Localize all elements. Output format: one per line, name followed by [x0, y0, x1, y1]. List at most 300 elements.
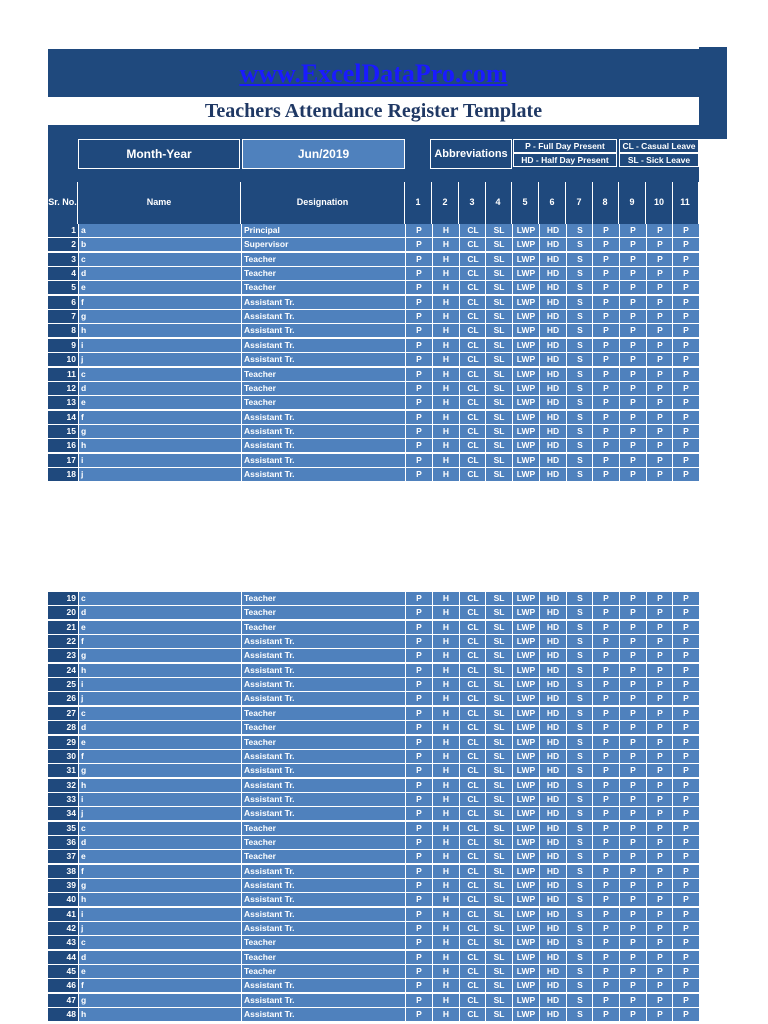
attendance-cell[interactable]: S [566, 664, 593, 678]
attendance-cell[interactable]: SL [485, 425, 512, 439]
attendance-cell[interactable]: CL [459, 296, 486, 310]
attendance-cell[interactable]: P [592, 707, 619, 721]
attendance-cell[interactable]: SL [485, 793, 512, 807]
attendance-cell[interactable]: P [672, 238, 699, 252]
attendance-cell[interactable]: HD [539, 1008, 566, 1022]
name-cell[interactable]: f [78, 979, 241, 993]
attendance-cell[interactable]: LWP [512, 592, 539, 606]
name-cell[interactable]: g [78, 879, 241, 893]
attendance-cell[interactable]: H [432, 764, 459, 778]
attendance-cell[interactable]: CL [459, 411, 486, 425]
attendance-cell[interactable]: P [619, 382, 646, 396]
attendance-cell[interactable]: P [672, 994, 699, 1008]
attendance-cell[interactable]: SL [485, 850, 512, 864]
designation-cell[interactable]: Teacher [241, 592, 405, 606]
attendance-cell[interactable]: HD [539, 454, 566, 468]
name-cell[interactable]: j [78, 807, 241, 821]
attendance-cell[interactable]: P [646, 606, 673, 620]
attendance-cell[interactable]: P [619, 353, 646, 367]
attendance-cell[interactable]: LWP [512, 807, 539, 821]
attendance-cell[interactable]: CL [459, 606, 486, 620]
attendance-cell[interactable]: H [432, 836, 459, 850]
attendance-cell[interactable]: P [592, 411, 619, 425]
attendance-cell[interactable]: SL [485, 339, 512, 353]
attendance-cell[interactable]: P [405, 281, 432, 295]
designation-cell[interactable]: Teacher [241, 965, 405, 979]
attendance-cell[interactable]: P [646, 836, 673, 850]
name-cell[interactable]: i [78, 908, 241, 922]
attendance-cell[interactable]: P [592, 979, 619, 993]
name-cell[interactable]: d [78, 951, 241, 965]
attendance-cell[interactable]: P [592, 324, 619, 338]
attendance-cell[interactable]: SL [485, 224, 512, 238]
attendance-cell[interactable]: P [672, 807, 699, 821]
name-cell[interactable]: h [78, 324, 241, 338]
attendance-cell[interactable]: CL [459, 439, 486, 453]
attendance-cell[interactable]: HD [539, 807, 566, 821]
attendance-cell[interactable]: P [405, 779, 432, 793]
attendance-cell[interactable]: P [405, 994, 432, 1008]
name-cell[interactable]: j [78, 922, 241, 936]
attendance-cell[interactable]: HD [539, 908, 566, 922]
attendance-cell[interactable]: HD [539, 353, 566, 367]
attendance-cell[interactable]: P [646, 296, 673, 310]
attendance-cell[interactable]: P [592, 224, 619, 238]
attendance-cell[interactable]: S [566, 310, 593, 324]
attendance-cell[interactable]: SL [485, 779, 512, 793]
attendance-cell[interactable]: P [672, 965, 699, 979]
attendance-cell[interactable]: S [566, 865, 593, 879]
attendance-cell[interactable]: LWP [512, 879, 539, 893]
designation-cell[interactable]: Assistant Tr. [241, 793, 405, 807]
attendance-cell[interactable]: P [405, 396, 432, 410]
attendance-cell[interactable]: P [592, 692, 619, 706]
attendance-cell[interactable]: CL [459, 454, 486, 468]
attendance-cell[interactable]: H [432, 1008, 459, 1022]
attendance-cell[interactable]: SL [485, 979, 512, 993]
attendance-cell[interactable]: CL [459, 692, 486, 706]
attendance-cell[interactable]: CL [459, 382, 486, 396]
attendance-cell[interactable]: P [646, 339, 673, 353]
attendance-cell[interactable]: HD [539, 339, 566, 353]
attendance-cell[interactable]: SL [485, 692, 512, 706]
attendance-cell[interactable]: P [592, 965, 619, 979]
attendance-cell[interactable]: S [566, 850, 593, 864]
attendance-cell[interactable]: P [672, 339, 699, 353]
attendance-cell[interactable]: SL [485, 454, 512, 468]
attendance-cell[interactable]: P [619, 908, 646, 922]
name-cell[interactable]: d [78, 836, 241, 850]
attendance-cell[interactable]: P [646, 224, 673, 238]
attendance-cell[interactable]: P [646, 994, 673, 1008]
attendance-cell[interactable]: LWP [512, 936, 539, 950]
attendance-cell[interactable]: P [672, 324, 699, 338]
attendance-cell[interactable]: P [646, 750, 673, 764]
attendance-cell[interactable]: P [646, 865, 673, 879]
attendance-cell[interactable]: P [405, 764, 432, 778]
attendance-cell[interactable]: P [646, 979, 673, 993]
attendance-cell[interactable]: SL [485, 678, 512, 692]
attendance-cell[interactable]: P [405, 411, 432, 425]
attendance-cell[interactable]: SL [485, 750, 512, 764]
attendance-cell[interactable]: H [432, 425, 459, 439]
attendance-cell[interactable]: P [405, 750, 432, 764]
attendance-cell[interactable]: S [566, 224, 593, 238]
attendance-cell[interactable]: SL [485, 936, 512, 950]
attendance-cell[interactable]: H [432, 606, 459, 620]
attendance-cell[interactable]: S [566, 592, 593, 606]
attendance-cell[interactable]: SL [485, 324, 512, 338]
attendance-cell[interactable]: HD [539, 382, 566, 396]
attendance-cell[interactable]: LWP [512, 721, 539, 735]
attendance-cell[interactable]: P [646, 324, 673, 338]
attendance-cell[interactable]: SL [485, 382, 512, 396]
attendance-cell[interactable]: SL [485, 353, 512, 367]
attendance-cell[interactable]: P [592, 353, 619, 367]
attendance-cell[interactable]: P [592, 893, 619, 907]
attendance-cell[interactable]: P [646, 936, 673, 950]
attendance-cell[interactable]: CL [459, 621, 486, 635]
attendance-cell[interactable]: P [646, 635, 673, 649]
name-cell[interactable]: f [78, 296, 241, 310]
attendance-cell[interactable]: P [619, 721, 646, 735]
name-cell[interactable]: e [78, 965, 241, 979]
attendance-cell[interactable]: CL [459, 468, 486, 482]
attendance-cell[interactable]: HD [539, 951, 566, 965]
attendance-cell[interactable]: P [592, 310, 619, 324]
attendance-cell[interactable]: P [405, 692, 432, 706]
attendance-cell[interactable]: P [405, 592, 432, 606]
attendance-cell[interactable]: CL [459, 822, 486, 836]
attendance-cell[interactable]: S [566, 411, 593, 425]
attendance-cell[interactable]: CL [459, 779, 486, 793]
attendance-cell[interactable]: SL [485, 310, 512, 324]
attendance-cell[interactable]: P [619, 296, 646, 310]
attendance-cell[interactable]: P [405, 267, 432, 281]
attendance-cell[interactable]: P [619, 879, 646, 893]
attendance-cell[interactable]: CL [459, 339, 486, 353]
name-cell[interactable]: f [78, 411, 241, 425]
attendance-cell[interactable]: HD [539, 664, 566, 678]
attendance-cell[interactable]: P [672, 635, 699, 649]
attendance-cell[interactable]: P [646, 707, 673, 721]
attendance-cell[interactable]: SL [485, 281, 512, 295]
name-cell[interactable]: i [78, 454, 241, 468]
attendance-cell[interactable]: S [566, 368, 593, 382]
attendance-cell[interactable]: LWP [512, 439, 539, 453]
attendance-cell[interactable]: S [566, 707, 593, 721]
attendance-cell[interactable]: P [405, 850, 432, 864]
attendance-cell[interactable]: P [405, 296, 432, 310]
attendance-cell[interactable]: P [672, 454, 699, 468]
attendance-cell[interactable]: H [432, 779, 459, 793]
attendance-cell[interactable]: P [405, 707, 432, 721]
attendance-cell[interactable]: H [432, 310, 459, 324]
attendance-cell[interactable]: SL [485, 396, 512, 410]
attendance-cell[interactable]: HD [539, 822, 566, 836]
name-cell[interactable]: e [78, 396, 241, 410]
attendance-cell[interactable]: P [592, 238, 619, 252]
attendance-cell[interactable]: S [566, 454, 593, 468]
attendance-cell[interactable]: P [592, 764, 619, 778]
attendance-cell[interactable]: HD [539, 368, 566, 382]
designation-cell[interactable]: Assistant Tr. [241, 678, 405, 692]
attendance-cell[interactable]: SL [485, 721, 512, 735]
attendance-cell[interactable]: P [672, 382, 699, 396]
attendance-cell[interactable]: H [432, 396, 459, 410]
attendance-cell[interactable]: P [592, 649, 619, 663]
name-cell[interactable]: d [78, 267, 241, 281]
attendance-cell[interactable]: P [592, 439, 619, 453]
attendance-cell[interactable]: S [566, 807, 593, 821]
attendance-cell[interactable]: SL [485, 807, 512, 821]
designation-cell[interactable]: Assistant Tr. [241, 468, 405, 482]
designation-cell[interactable]: Teacher [241, 936, 405, 950]
attendance-cell[interactable]: P [405, 468, 432, 482]
attendance-cell[interactable]: LWP [512, 836, 539, 850]
attendance-cell[interactable]: P [619, 994, 646, 1008]
attendance-cell[interactable]: P [592, 750, 619, 764]
attendance-cell[interactable]: H [432, 750, 459, 764]
attendance-cell[interactable]: S [566, 439, 593, 453]
attendance-cell[interactable]: P [405, 425, 432, 439]
attendance-cell[interactable]: P [672, 267, 699, 281]
designation-cell[interactable]: Assistant Tr. [241, 692, 405, 706]
name-cell[interactable]: i [78, 678, 241, 692]
attendance-cell[interactable]: SL [485, 267, 512, 281]
attendance-cell[interactable]: P [672, 836, 699, 850]
attendance-cell[interactable]: LWP [512, 411, 539, 425]
attendance-cell[interactable]: HD [539, 850, 566, 864]
attendance-cell[interactable]: H [432, 865, 459, 879]
attendance-cell[interactable]: P [405, 238, 432, 252]
designation-cell[interactable]: Assistant Tr. [241, 425, 405, 439]
attendance-cell[interactable]: S [566, 836, 593, 850]
attendance-cell[interactable]: P [672, 779, 699, 793]
attendance-cell[interactable]: LWP [512, 382, 539, 396]
attendance-cell[interactable]: P [592, 621, 619, 635]
attendance-cell[interactable]: CL [459, 238, 486, 252]
name-cell[interactable]: g [78, 764, 241, 778]
name-cell[interactable]: f [78, 750, 241, 764]
attendance-cell[interactable]: P [619, 635, 646, 649]
attendance-cell[interactable]: H [432, 979, 459, 993]
name-cell[interactable]: c [78, 707, 241, 721]
designation-cell[interactable]: Teacher [241, 382, 405, 396]
attendance-cell[interactable]: P [619, 267, 646, 281]
attendance-cell[interactable]: P [646, 253, 673, 267]
attendance-cell[interactable]: CL [459, 994, 486, 1008]
attendance-cell[interactable]: HD [539, 324, 566, 338]
designation-cell[interactable]: Assistant Tr. [241, 649, 405, 663]
attendance-cell[interactable]: S [566, 922, 593, 936]
attendance-cell[interactable]: CL [459, 793, 486, 807]
attendance-cell[interactable]: S [566, 893, 593, 907]
attendance-cell[interactable]: CL [459, 893, 486, 907]
attendance-cell[interactable]: LWP [512, 649, 539, 663]
attendance-cell[interactable]: CL [459, 649, 486, 663]
attendance-cell[interactable]: P [646, 353, 673, 367]
attendance-cell[interactable]: H [432, 951, 459, 965]
attendance-cell[interactable]: P [672, 893, 699, 907]
attendance-cell[interactable]: CL [459, 764, 486, 778]
attendance-cell[interactable]: P [672, 979, 699, 993]
attendance-cell[interactable]: P [405, 606, 432, 620]
attendance-cell[interactable]: S [566, 635, 593, 649]
attendance-cell[interactable]: S [566, 382, 593, 396]
attendance-cell[interactable]: H [432, 664, 459, 678]
attendance-cell[interactable]: LWP [512, 822, 539, 836]
designation-cell[interactable]: Assistant Tr. [241, 764, 405, 778]
attendance-cell[interactable]: P [592, 807, 619, 821]
attendance-cell[interactable]: P [405, 836, 432, 850]
name-cell[interactable]: c [78, 936, 241, 950]
attendance-cell[interactable]: HD [539, 439, 566, 453]
attendance-cell[interactable]: HD [539, 281, 566, 295]
attendance-cell[interactable]: H [432, 707, 459, 721]
attendance-cell[interactable]: S [566, 253, 593, 267]
attendance-cell[interactable]: P [405, 879, 432, 893]
attendance-cell[interactable]: P [619, 411, 646, 425]
designation-cell[interactable]: Assistant Tr. [241, 994, 405, 1008]
attendance-cell[interactable]: P [646, 238, 673, 252]
attendance-cell[interactable]: S [566, 296, 593, 310]
attendance-cell[interactable]: H [432, 353, 459, 367]
attendance-cell[interactable]: SL [485, 238, 512, 252]
attendance-cell[interactable]: HD [539, 396, 566, 410]
attendance-cell[interactable]: P [619, 592, 646, 606]
attendance-cell[interactable]: P [646, 736, 673, 750]
attendance-cell[interactable]: P [592, 779, 619, 793]
attendance-cell[interactable]: CL [459, 678, 486, 692]
attendance-cell[interactable]: LWP [512, 764, 539, 778]
attendance-cell[interactable]: H [432, 965, 459, 979]
attendance-cell[interactable]: H [432, 238, 459, 252]
attendance-cell[interactable]: SL [485, 635, 512, 649]
designation-cell[interactable]: Assistant Tr. [241, 879, 405, 893]
attendance-cell[interactable]: CL [459, 324, 486, 338]
attendance-cell[interactable]: H [432, 468, 459, 482]
attendance-cell[interactable]: LWP [512, 425, 539, 439]
attendance-cell[interactable]: SL [485, 965, 512, 979]
attendance-cell[interactable]: H [432, 678, 459, 692]
name-cell[interactable]: f [78, 865, 241, 879]
designation-cell[interactable]: Assistant Tr. [241, 296, 405, 310]
designation-cell[interactable]: Assistant Tr. [241, 324, 405, 338]
name-cell[interactable]: i [78, 339, 241, 353]
attendance-cell[interactable]: SL [485, 1008, 512, 1022]
attendance-cell[interactable]: CL [459, 879, 486, 893]
attendance-cell[interactable]: P [646, 922, 673, 936]
attendance-cell[interactable]: P [646, 893, 673, 907]
attendance-cell[interactable]: P [592, 468, 619, 482]
designation-cell[interactable]: Teacher [241, 822, 405, 836]
attendance-cell[interactable]: P [405, 339, 432, 353]
name-cell[interactable]: b [78, 238, 241, 252]
attendance-cell[interactable]: SL [485, 994, 512, 1008]
name-cell[interactable]: h [78, 439, 241, 453]
designation-cell[interactable]: Teacher [241, 606, 405, 620]
attendance-cell[interactable]: CL [459, 807, 486, 821]
attendance-cell[interactable]: H [432, 267, 459, 281]
attendance-cell[interactable]: P [405, 678, 432, 692]
attendance-cell[interactable]: P [646, 692, 673, 706]
attendance-cell[interactable]: P [405, 649, 432, 663]
attendance-cell[interactable]: P [405, 965, 432, 979]
attendance-cell[interactable]: HD [539, 979, 566, 993]
attendance-cell[interactable]: SL [485, 253, 512, 267]
attendance-cell[interactable]: CL [459, 736, 486, 750]
attendance-cell[interactable]: P [592, 606, 619, 620]
attendance-cell[interactable]: P [646, 649, 673, 663]
attendance-cell[interactable]: H [432, 721, 459, 735]
name-cell[interactable]: c [78, 253, 241, 267]
attendance-cell[interactable]: S [566, 793, 593, 807]
designation-cell[interactable]: Principal [241, 224, 405, 238]
attendance-cell[interactable]: SL [485, 592, 512, 606]
designation-cell[interactable]: Assistant Tr. [241, 750, 405, 764]
attendance-cell[interactable]: P [646, 621, 673, 635]
name-cell[interactable]: e [78, 621, 241, 635]
attendance-cell[interactable]: P [592, 936, 619, 950]
attendance-cell[interactable]: H [432, 296, 459, 310]
attendance-cell[interactable]: LWP [512, 253, 539, 267]
attendance-cell[interactable]: P [592, 396, 619, 410]
month-year-value[interactable]: Jun/2019 [242, 139, 405, 169]
attendance-cell[interactable]: CL [459, 368, 486, 382]
attendance-cell[interactable]: S [566, 324, 593, 338]
attendance-cell[interactable]: P [672, 678, 699, 692]
attendance-cell[interactable]: CL [459, 425, 486, 439]
designation-cell[interactable]: Assistant Tr. [241, 1008, 405, 1022]
attendance-cell[interactable]: SL [485, 764, 512, 778]
attendance-cell[interactable]: CL [459, 224, 486, 238]
attendance-cell[interactable]: P [405, 664, 432, 678]
attendance-cell[interactable]: P [646, 368, 673, 382]
attendance-cell[interactable]: HD [539, 793, 566, 807]
attendance-cell[interactable]: P [646, 879, 673, 893]
attendance-cell[interactable]: SL [485, 908, 512, 922]
attendance-cell[interactable]: CL [459, 353, 486, 367]
attendance-cell[interactable]: P [405, 922, 432, 936]
designation-cell[interactable]: Assistant Tr. [241, 893, 405, 907]
designation-cell[interactable]: Teacher [241, 368, 405, 382]
attendance-cell[interactable]: P [592, 454, 619, 468]
attendance-cell[interactable]: P [672, 592, 699, 606]
attendance-cell[interactable]: LWP [512, 324, 539, 338]
attendance-cell[interactable]: S [566, 879, 593, 893]
attendance-cell[interactable]: P [619, 922, 646, 936]
attendance-cell[interactable]: S [566, 965, 593, 979]
name-cell[interactable]: j [78, 468, 241, 482]
attendance-cell[interactable]: S [566, 353, 593, 367]
attendance-cell[interactable]: S [566, 750, 593, 764]
attendance-cell[interactable]: P [646, 454, 673, 468]
attendance-cell[interactable]: HD [539, 621, 566, 635]
attendance-cell[interactable]: LWP [512, 296, 539, 310]
attendance-cell[interactable]: P [619, 965, 646, 979]
attendance-cell[interactable]: CL [459, 936, 486, 950]
attendance-cell[interactable]: P [592, 368, 619, 382]
attendance-cell[interactable]: S [566, 621, 593, 635]
attendance-cell[interactable]: HD [539, 238, 566, 252]
attendance-cell[interactable]: P [592, 951, 619, 965]
attendance-cell[interactable]: SL [485, 879, 512, 893]
attendance-cell[interactable]: P [592, 836, 619, 850]
attendance-cell[interactable]: P [405, 382, 432, 396]
attendance-cell[interactable]: P [405, 893, 432, 907]
attendance-cell[interactable]: H [432, 411, 459, 425]
